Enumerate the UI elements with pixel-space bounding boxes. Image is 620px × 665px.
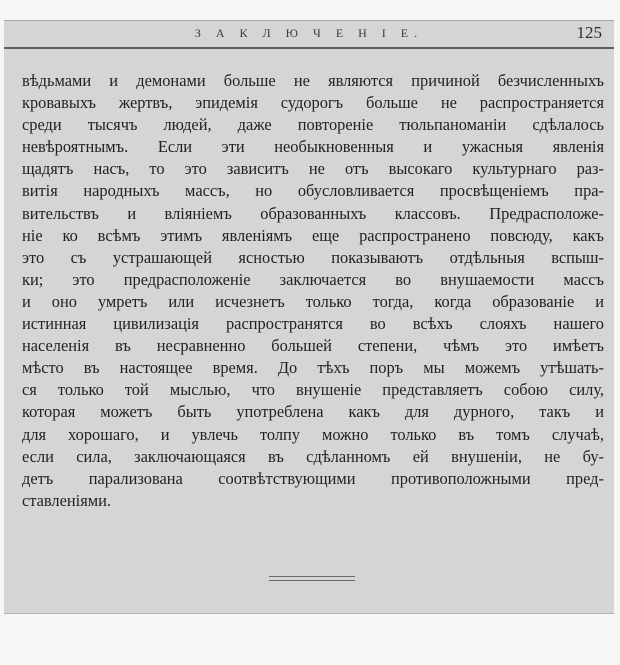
- text-line: ки; это предрасположеніе заключается во внушаемости массъ: [22, 269, 604, 289]
- text-line: щадятъ насъ, то это зависитъ не отъ высокаго культурнаго раз-: [22, 159, 604, 179]
- page-header: [4, 22, 614, 48]
- text-line: кровавыхъ жертвъ, эпидемія судорогъ больше не распространяется: [22, 93, 604, 113]
- text-line: истинная цивилизація распространятся во всѣхъ слояхъ нашего: [22, 314, 604, 334]
- text-line: для хорошаго, и увлечь толпу можно только въ томъ случаѣ,: [22, 424, 604, 444]
- body-paragraph: [22, 70, 604, 512]
- page-number: 125: [576, 23, 602, 42]
- text-line: вительствъ и вліяніемъ образованныхъ классовъ. Предрасположе-: [22, 203, 604, 223]
- text-line: ся только той мыслью, что внушеніе представляетъ собою силу,: [22, 380, 604, 400]
- section-end-rule: [269, 580, 355, 581]
- text-line: среди тысячъ людей, даже повтореніе тюльпаноманіи сдѣлалось: [22, 115, 604, 135]
- text-line: которая можетъ быть употреблена какъ для дурного, такъ и: [22, 402, 604, 422]
- text-line: ніе ко всѣмъ этимъ явленіямъ еще распространено повсюду, какъ: [22, 225, 604, 245]
- section-end-rule: [269, 576, 355, 577]
- text-line: мѣсто въ настоящее время. До тѣхъ поръ мы можемъ утѣшать-: [22, 358, 604, 378]
- text-line: и оно умретъ или исчезнетъ только тогда, когда образованіе и: [22, 291, 604, 311]
- text-line: невѣроятнымъ. Если эти необыкновенныя и ужасныя явленія: [22, 137, 604, 157]
- running-title: З А К Л Ю Ч Е Н І Е.: [194, 26, 424, 40]
- text-line: если сила, заключающаяся въ сдѣланномъ ей внушеніи, не бу-: [22, 446, 604, 466]
- text-line: вѣдьмами и демонами больше не являются причиной безчисленныхъ: [22, 71, 604, 90]
- text-line: детъ парализована соотвѣтствующими противоположными пред-: [22, 468, 604, 488]
- text-line: населенія въ несравненно большей степени, чѣмъ это имѣетъ: [22, 336, 604, 356]
- header-rule: [4, 47, 614, 49]
- text-line: это съ устрашающей ясностью показываютъ отдѣльныя вспыш-: [22, 247, 604, 267]
- text-line: ставленіями.: [22, 490, 111, 510]
- text-line: витія народныхъ массъ, но обусловливается просвѣщеніемъ пра-: [22, 181, 604, 201]
